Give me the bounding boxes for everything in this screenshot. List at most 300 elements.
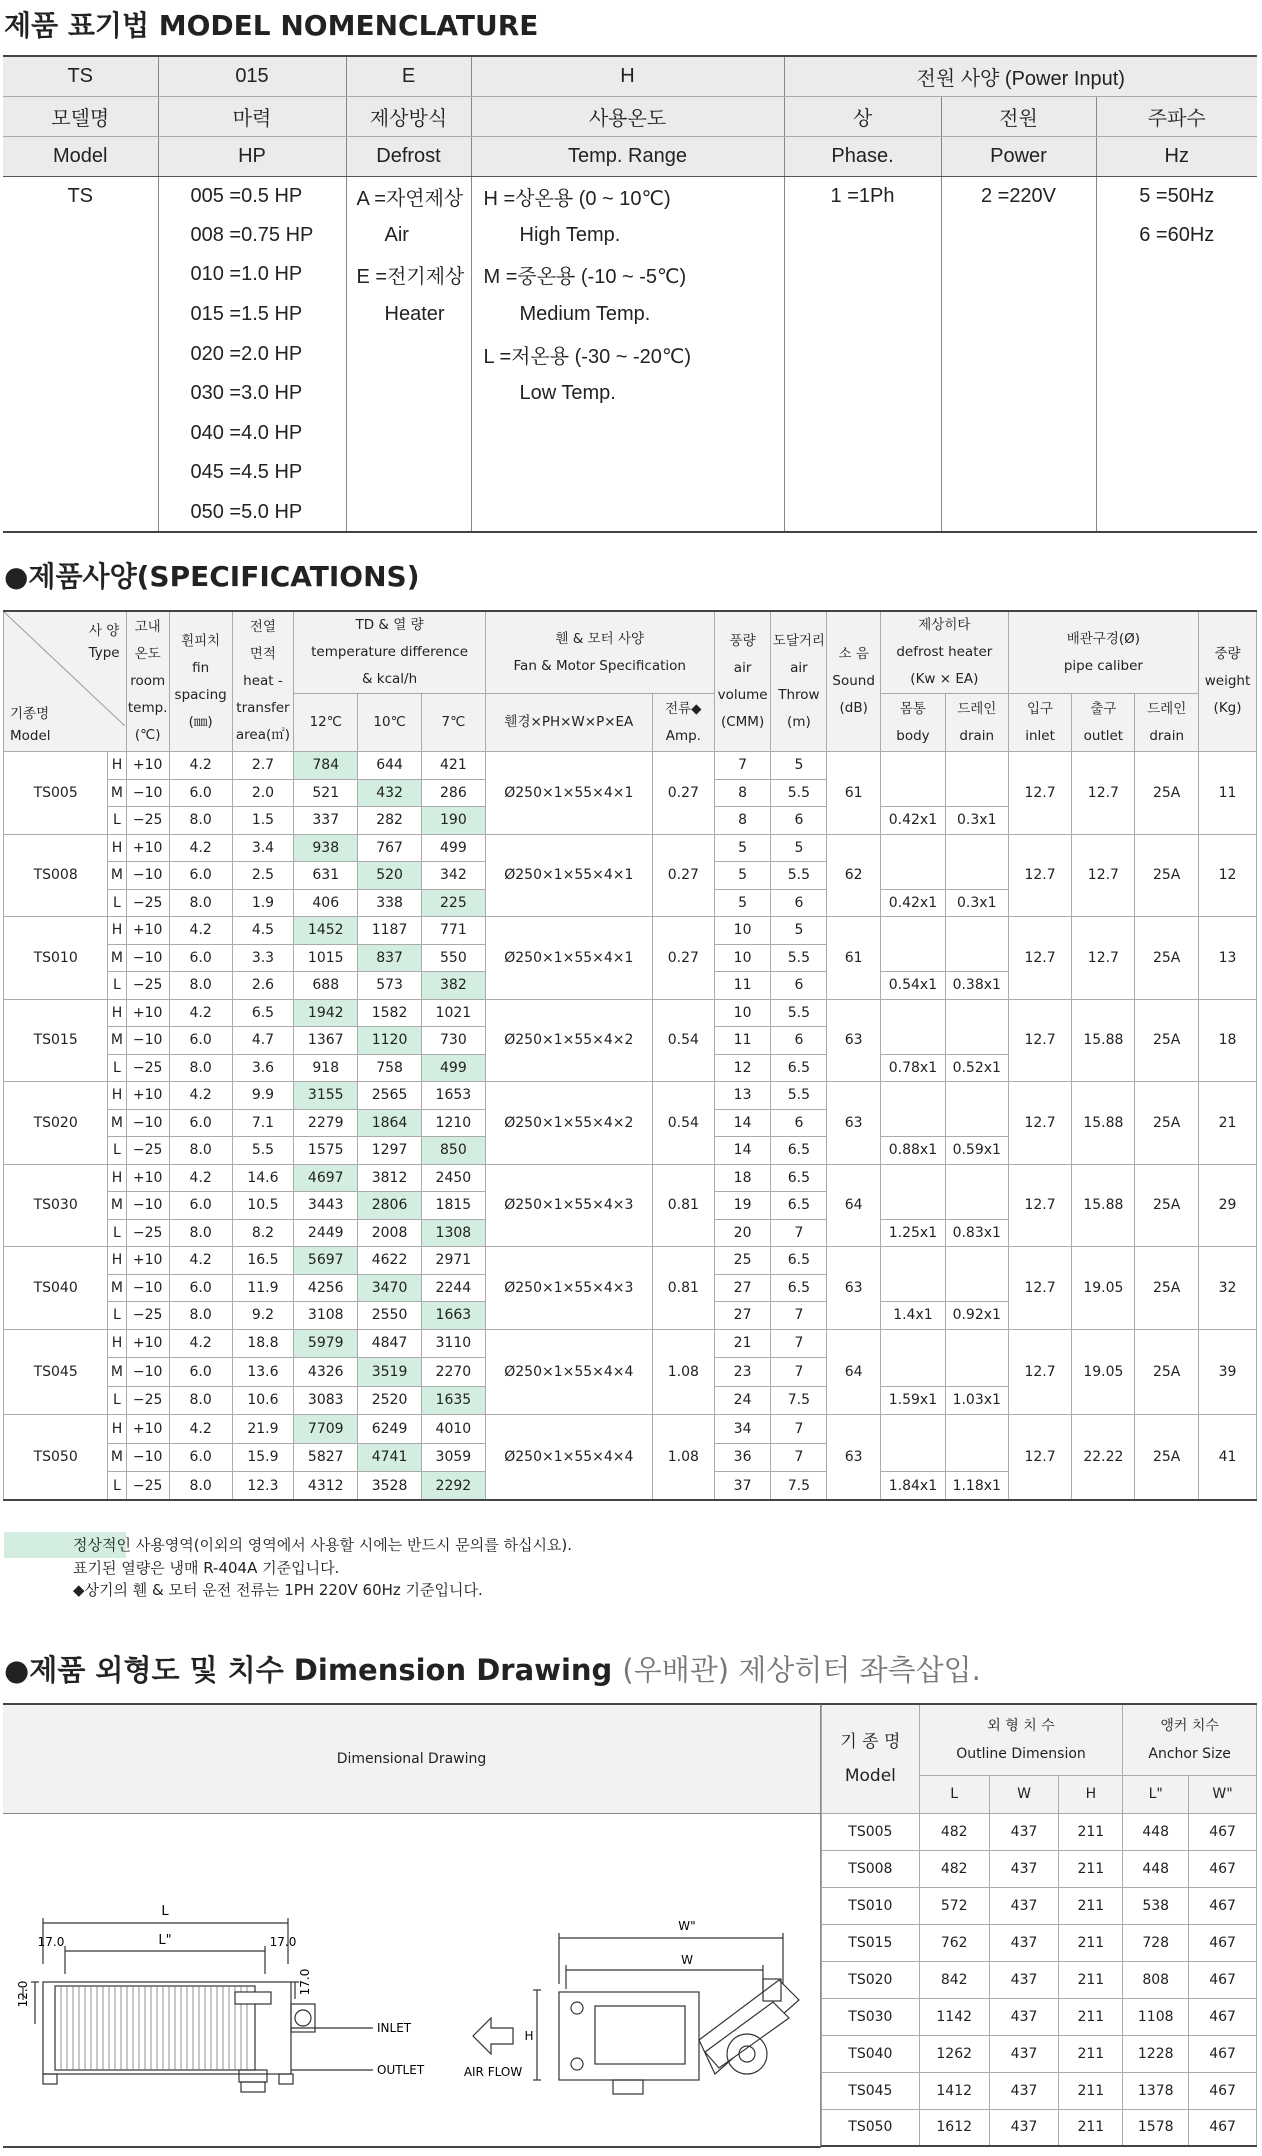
- air-throw-value: 7.5: [771, 1472, 827, 1501]
- capacity-value: 1653: [421, 1082, 485, 1110]
- capacity-value: 6249: [358, 1415, 422, 1444]
- spec-value: 18.8: [232, 1329, 294, 1358]
- fan-spec: Ø250×1×55×4×2: [485, 999, 652, 1082]
- nom-body-cell: [471, 453, 784, 493]
- dim-value: 572: [919, 1887, 989, 1924]
- spec-value: 11.9: [232, 1274, 294, 1302]
- capacity-value: 1864: [358, 1109, 422, 1137]
- spec-model-name: TS045: [4, 1329, 108, 1415]
- air-throw-value: 5.5: [771, 1082, 827, 1110]
- air-throw-value: 6.5: [771, 1054, 827, 1082]
- nom-body-cell: [784, 493, 941, 533]
- capacity-value: 7709: [294, 1415, 358, 1444]
- fan-sub-header: 전류◆ Amp.: [652, 694, 714, 752]
- dim-value: 482: [919, 1850, 989, 1887]
- spec-value: 2.6: [232, 972, 294, 1000]
- dim-value: 808: [1123, 1961, 1189, 1998]
- spec-value: M: [108, 1358, 126, 1387]
- defrost-empty: [945, 834, 1008, 889]
- nom-body-row: [3, 414, 1257, 454]
- defrost-empty: [945, 1247, 1008, 1302]
- specifications-table: [3, 610, 1257, 1501]
- capacity-value: 382: [421, 972, 485, 1000]
- nom-body-cell: [346, 493, 471, 533]
- dim-value: 211: [1059, 2072, 1123, 2109]
- dim-value: 211: [1059, 2109, 1123, 2146]
- nom-body-cell: 040 =4.0 HP: [158, 414, 346, 454]
- capacity-value: 3155: [294, 1082, 358, 1110]
- capacity-value: 1021: [421, 999, 485, 1027]
- air-throw-value: 5: [771, 834, 827, 862]
- pipe-drain-value: 25A: [1135, 917, 1199, 1000]
- dim-row: [822, 2109, 1257, 2146]
- air-throw-value: 6.5: [771, 1164, 827, 1192]
- spec-value: 6.5: [232, 999, 294, 1027]
- capacity-value: 550: [421, 944, 485, 972]
- spec-value: H: [108, 917, 126, 945]
- dim-label-17-right: 17.0: [269, 1935, 297, 1949]
- dim-value: 467: [1189, 2109, 1257, 2146]
- capacity-value: 3812: [358, 1164, 422, 1192]
- capacity-value: 938: [294, 834, 358, 862]
- airflow-label: AIR FLOW: [463, 2065, 523, 2079]
- air-throw-value: 5: [771, 917, 827, 945]
- weight-value: 39: [1199, 1329, 1257, 1415]
- dim-model-name: TS050: [822, 2109, 920, 2146]
- spec-row: [4, 999, 1257, 1027]
- nom-body-cell: [784, 334, 941, 374]
- nom-body-cell: [346, 453, 471, 493]
- capacity-value: 286: [421, 779, 485, 807]
- nom-body-row: [3, 295, 1257, 335]
- nom-header-cell: 마력: [158, 96, 346, 136]
- dim-value: 762: [919, 1924, 989, 1961]
- defrost-body-value: 0.42x1: [881, 807, 946, 835]
- sound-value: 61: [827, 917, 881, 1000]
- dimension-title-suffix: (우배관) 제상히터 좌측삽입.: [622, 1653, 981, 1687]
- defrost-drain-value: 0.3x1: [945, 807, 1008, 835]
- capacity-value: 4326: [294, 1358, 358, 1387]
- td-sub-header: 12℃: [294, 694, 358, 752]
- air-volume-value: 8: [714, 807, 771, 835]
- pipe-drain-value: 25A: [1135, 999, 1199, 1082]
- nom-body-row: [3, 493, 1257, 533]
- spec-value: H: [108, 1164, 126, 1192]
- dim-value: 467: [1189, 1924, 1257, 1961]
- pipe-outlet-value: 19.05: [1072, 1247, 1135, 1330]
- defrost-drain-value: 0.38x1: [945, 972, 1008, 1000]
- spec-value: +10: [126, 1415, 169, 1444]
- nom-body-cell: [3, 493, 158, 533]
- spec-value: −10: [126, 1109, 169, 1137]
- air-throw-value: 7: [771, 1219, 827, 1247]
- spec-value: M: [108, 779, 126, 807]
- defrost-body-value: 1.59x1: [881, 1386, 946, 1415]
- spec-value: H: [108, 1415, 126, 1444]
- nom-body-cell: H =상온용 (0 ~ 10℃): [471, 176, 784, 216]
- nom-body-cell: [3, 374, 158, 414]
- outline-dimension-header: 외 형 치 수 Outline Dimension: [919, 1704, 1123, 1775]
- defrost-body-value: 1.4x1: [881, 1302, 946, 1330]
- dim-col-header: W": [1189, 1775, 1257, 1813]
- fan-spec: Ø250×1×55×4×3: [485, 1247, 652, 1330]
- capacity-value: 2565: [358, 1082, 422, 1110]
- heat-transfer-area-header: 전열 면적 heat - transfer area(㎡): [232, 611, 294, 752]
- dimension-title: ●제품 외형도 및 치수 Dimension Drawing (우배관) 제상히터 좌측삽입.: [4, 1653, 981, 1687]
- spec-value: +10: [126, 1164, 169, 1192]
- dim-value: 467: [1189, 1813, 1257, 1850]
- air-volume-value: 14: [714, 1109, 771, 1137]
- nom-code-cell: 015: [158, 56, 346, 96]
- capacity-value: 4847: [358, 1329, 422, 1358]
- defrost-empty: [945, 999, 1008, 1054]
- capacity-value: 1452: [294, 917, 358, 945]
- amp-value: 0.27: [652, 917, 714, 1000]
- capacity-value: 2971: [421, 1247, 485, 1275]
- capacity-value: 3519: [358, 1358, 422, 1387]
- air-throw-value: 5.5: [771, 999, 827, 1027]
- nom-header-cell: Hz: [1096, 136, 1257, 176]
- dim-row: [822, 1813, 1257, 1850]
- defrost-drain-value: 0.3x1: [945, 889, 1008, 917]
- nom-body-cell: [3, 255, 158, 295]
- nom-body-cell: [3, 295, 158, 335]
- dim-value: 538: [1123, 1887, 1189, 1924]
- dim-value: 1262: [919, 2035, 989, 2072]
- air-volume-value: 37: [714, 1472, 771, 1501]
- nom-body-cell: [1096, 334, 1257, 374]
- nom-code-cell: E: [346, 56, 471, 96]
- dim-label-W: W: [681, 1953, 693, 1967]
- capacity-value: 1297: [358, 1137, 422, 1165]
- spec-model-name: TS005: [4, 752, 108, 835]
- spec-value: 4.2: [169, 834, 232, 862]
- pipe-caliber-header: 배관구경(Ø) pipe caliber: [1008, 611, 1198, 694]
- capacity-value: 2279: [294, 1109, 358, 1137]
- nom-body-cell: [784, 414, 941, 454]
- capacity-value: 4741: [358, 1443, 422, 1472]
- capacity-value: 338: [358, 889, 422, 917]
- air-volume-value: 10: [714, 917, 771, 945]
- td-sub-header: 10℃: [358, 694, 422, 752]
- defrost-drain-value: 0.83x1: [945, 1219, 1008, 1247]
- nom-header-cell: HP: [158, 136, 346, 176]
- spec-value: −25: [126, 807, 169, 835]
- defrost-empty: [881, 1329, 946, 1386]
- spec-value: 6.0: [169, 1027, 232, 1055]
- nom-body-cell: Low Temp.: [471, 374, 784, 414]
- nom-body-cell: [3, 216, 158, 256]
- spec-value: 4.5: [232, 917, 294, 945]
- defrost-body-value: 0.88x1: [881, 1137, 946, 1165]
- capacity-value: 5827: [294, 1443, 358, 1472]
- spec-value: L: [108, 1054, 126, 1082]
- spec-value: 4.2: [169, 1164, 232, 1192]
- amp-value: 1.08: [652, 1329, 714, 1415]
- nom-body-cell: Heater: [346, 295, 471, 335]
- pipe-inlet-value: 12.7: [1008, 999, 1072, 1082]
- nom-body-cell: 2 =220V: [941, 176, 1096, 216]
- air-throw-value: 7.5: [771, 1386, 827, 1415]
- spec-value: 3.4: [232, 834, 294, 862]
- spec-value: 10.6: [232, 1386, 294, 1415]
- air-throw-value: 6: [771, 889, 827, 917]
- capacity-value: 1663: [421, 1302, 485, 1330]
- spec-value: −25: [126, 889, 169, 917]
- air-throw-value: 6: [771, 1109, 827, 1137]
- air-volume-value: 8: [714, 779, 771, 807]
- air-volume-value: 11: [714, 1027, 771, 1055]
- spec-row: [4, 917, 1257, 945]
- dim-value: 1378: [1123, 2072, 1189, 2109]
- nom-body-cell: [941, 334, 1096, 374]
- dim-value: 437: [989, 1961, 1059, 1998]
- dim-value: 1412: [919, 2072, 989, 2109]
- type-model-diagonal-cell: [4, 611, 127, 752]
- capacity-value: 421: [421, 752, 485, 780]
- capacity-value: 2449: [294, 1219, 358, 1247]
- spec-value: 2.5: [232, 862, 294, 890]
- dim-row: [822, 1924, 1257, 1961]
- dim-row: [822, 1998, 1257, 2035]
- capacity-value: 4622: [358, 1247, 422, 1275]
- nom-body-cell: [1096, 374, 1257, 414]
- pipe-inlet-value: 12.7: [1008, 1082, 1072, 1165]
- spec-value: L: [108, 1219, 126, 1247]
- spec-value: L: [108, 972, 126, 1000]
- defrost-empty: [945, 1082, 1008, 1137]
- dim-value: 437: [989, 2035, 1059, 2072]
- nom-body-cell: [784, 255, 941, 295]
- capacity-value: 1120: [358, 1027, 422, 1055]
- nom-body-cell: [784, 295, 941, 335]
- capacity-value: 573: [358, 972, 422, 1000]
- dim-value: 448: [1123, 1850, 1189, 1887]
- spec-value: H: [108, 752, 126, 780]
- pipe-outlet-value: 15.88: [1072, 999, 1135, 1082]
- nom-body-cell: 020 =2.0 HP: [158, 334, 346, 374]
- nomenclature-title: 제품 표기법 MODEL NOMENCLATURE: [4, 9, 539, 42]
- defrost-empty: [881, 834, 946, 889]
- capacity-value: 5979: [294, 1329, 358, 1358]
- defrost-body-value: 0.78x1: [881, 1054, 946, 1082]
- spec-row: [4, 752, 1257, 780]
- spec-value: −10: [126, 779, 169, 807]
- sound-value: 63: [827, 1082, 881, 1165]
- nom-body-cell: 045 =4.5 HP: [158, 453, 346, 493]
- capacity-value: 688: [294, 972, 358, 1000]
- dimensional-drawing-panel: [3, 1703, 821, 2148]
- pipe-outlet-value: 19.05: [1072, 1329, 1135, 1415]
- capacity-value: 850: [421, 1137, 485, 1165]
- pipe-outlet-value: 12.7: [1072, 834, 1135, 917]
- dim-label-17-left: 17.0: [37, 1935, 65, 1949]
- dim-value: 482: [919, 1813, 989, 1850]
- spec-value: 4.2: [169, 1247, 232, 1275]
- spec-value: 4.2: [169, 1329, 232, 1358]
- capacity-value: 225: [421, 889, 485, 917]
- note-1: 정상적인 사용영역(이외의 영역에서 사용할 시에는 반드시 문의를 하십시요).: [73, 1536, 573, 1554]
- amp-value: 0.54: [652, 1082, 714, 1165]
- spec-value: 8.0: [169, 1054, 232, 1082]
- defrost-empty: [945, 917, 1008, 972]
- spec-value: 10.5: [232, 1192, 294, 1220]
- air-throw-value: 6.5: [771, 1274, 827, 1302]
- spec-value: 7.1: [232, 1109, 294, 1137]
- spec-value: 3.6: [232, 1054, 294, 1082]
- dim-label-W-anchor: W": [678, 1919, 696, 1933]
- nom-body-cell: [471, 493, 784, 533]
- note-3: ◆상기의 휀 & 모터 운전 전류는 1PH 220V 60Hz 기준입니다.: [73, 1581, 483, 1599]
- nom-body-cell: 008 =0.75 HP: [158, 216, 346, 256]
- capacity-value: 2244: [421, 1274, 485, 1302]
- pipe-drain-value: 25A: [1135, 1247, 1199, 1330]
- dim-value: 467: [1189, 1850, 1257, 1887]
- spec-model-name: TS020: [4, 1082, 108, 1165]
- weight-value: 18: [1199, 999, 1257, 1082]
- nom-body-cell: [784, 453, 941, 493]
- spec-row: [4, 834, 1257, 862]
- air-volume-value: 13: [714, 1082, 771, 1110]
- nom-body-cell: [3, 334, 158, 374]
- dim-value: 467: [1189, 1961, 1257, 1998]
- dim-model-name: TS015: [822, 1924, 920, 1961]
- dim-model-header: 기 종 명 Model: [822, 1704, 920, 1813]
- weight-value: 41: [1199, 1415, 1257, 1501]
- spec-value: M: [108, 862, 126, 890]
- spec-value: −25: [126, 1472, 169, 1501]
- dim-row: [822, 2072, 1257, 2109]
- dim-value: 467: [1189, 1887, 1257, 1924]
- spec-value: M: [108, 1192, 126, 1220]
- defrost-drain-value: 1.18x1: [945, 1472, 1008, 1501]
- amp-value: 0.54: [652, 999, 714, 1082]
- dim-model-name: TS008: [822, 1850, 920, 1887]
- defrost-empty: [945, 1329, 1008, 1386]
- nomenclature-table: [3, 55, 1257, 533]
- nom-body-cell: L =저온용 (-30 ~ -20℃): [471, 334, 784, 374]
- capacity-value: 4256: [294, 1274, 358, 1302]
- dim-value: 211: [1059, 1924, 1123, 1961]
- defrost-empty: [881, 1164, 946, 1219]
- pipe-drain-value: 25A: [1135, 834, 1199, 917]
- nom-body-cell: High Temp.: [471, 216, 784, 256]
- spec-value: 6.0: [169, 1109, 232, 1137]
- sound-value: 61: [827, 752, 881, 835]
- spec-value: H: [108, 1082, 126, 1110]
- pipe-sub-header: 출구 outlet: [1072, 694, 1135, 752]
- pipe-inlet-value: 12.7: [1008, 1164, 1072, 1247]
- spec-value: 6.0: [169, 1443, 232, 1472]
- spec-value: H: [108, 999, 126, 1027]
- air-throw-value: 6.5: [771, 1192, 827, 1220]
- spec-row: [4, 1247, 1257, 1275]
- inlet-label: INLET: [377, 2021, 412, 2035]
- nom-body-cell: [1096, 255, 1257, 295]
- air-volume-value: 5: [714, 889, 771, 917]
- spec-value: 9.9: [232, 1082, 294, 1110]
- dim-model-name: TS010: [822, 1887, 920, 1924]
- spec-value: M: [108, 1109, 126, 1137]
- dim-label-17-side: 17.0: [298, 1968, 312, 1996]
- spec-value: M: [108, 1274, 126, 1302]
- spec-value: −25: [126, 1302, 169, 1330]
- nom-body-cell: [346, 414, 471, 454]
- nom-body-cell: [471, 414, 784, 454]
- air-volume-value: 24: [714, 1386, 771, 1415]
- pipe-inlet-value: 12.7: [1008, 917, 1072, 1000]
- nom-kor-row: [3, 96, 1257, 136]
- capacity-value: 771: [421, 917, 485, 945]
- spec-model-name: TS040: [4, 1247, 108, 1330]
- spec-value: L: [108, 1472, 126, 1501]
- capacity-value: 521: [294, 779, 358, 807]
- dim-model-name: TS020: [822, 1961, 920, 1998]
- dimension-drawing: [3, 1814, 819, 2146]
- spec-value: 6.0: [169, 1358, 232, 1387]
- pipe-drain-value: 25A: [1135, 1329, 1199, 1415]
- fan-sub-header: 휀경×PH×W×P×EA: [485, 694, 652, 752]
- nom-body-row: [3, 176, 1257, 216]
- spec-value: 6.0: [169, 779, 232, 807]
- capacity-value: 432: [358, 779, 422, 807]
- outlet-label: OUTLET: [377, 2063, 425, 2077]
- pipe-inlet-value: 12.7: [1008, 1329, 1072, 1415]
- defrost-empty: [881, 917, 946, 972]
- capacity-value: 3059: [421, 1443, 485, 1472]
- nom-body-cell: E =전기제상: [346, 255, 471, 295]
- capacity-value: 3083: [294, 1386, 358, 1415]
- air-volume-value: 5: [714, 834, 771, 862]
- air-throw-value: 6.5: [771, 1137, 827, 1165]
- capacity-value: 3443: [294, 1192, 358, 1220]
- fan-motor-header: 휀 & 모터 사양 Fan & Motor Specification: [485, 611, 714, 694]
- nom-body-row: [3, 453, 1257, 493]
- dim-model-name: TS005: [822, 1813, 920, 1850]
- dim-value: 437: [989, 1887, 1059, 1924]
- air-volume-value: 27: [714, 1302, 771, 1330]
- dim-model-name: TS030: [822, 1998, 920, 2035]
- spec-value: 16.5: [232, 1247, 294, 1275]
- nom-body-cell: 5 =50Hz: [1096, 176, 1257, 216]
- spec-value: 6.0: [169, 944, 232, 972]
- defrost-empty: [881, 999, 946, 1054]
- dim-col-header: H: [1059, 1775, 1123, 1813]
- sound-value: 62: [827, 834, 881, 917]
- defrost-drain-value: 0.59x1: [945, 1137, 1008, 1165]
- defrost-empty: [881, 1247, 946, 1302]
- nom-body-cell: [941, 216, 1096, 256]
- fan-spec: Ø250×1×55×4×2: [485, 1082, 652, 1165]
- nom-body-row: [3, 374, 1257, 414]
- capacity-value: 1367: [294, 1027, 358, 1055]
- spec-value: 8.0: [169, 807, 232, 835]
- dim-col-header: L: [919, 1775, 989, 1813]
- nom-body-row: [3, 216, 1257, 256]
- amp-value: 0.27: [652, 834, 714, 917]
- spec-model-name: TS008: [4, 834, 108, 917]
- dim-label-L-anchor: L": [158, 1933, 172, 1948]
- spec-value: 12.3: [232, 1472, 294, 1501]
- capacity-value: 2450: [421, 1164, 485, 1192]
- fan-spec: Ø250×1×55×4×1: [485, 834, 652, 917]
- spec-model-name: TS010: [4, 917, 108, 1000]
- nom-body-cell: Air: [346, 216, 471, 256]
- amp-value: 1.08: [652, 1415, 714, 1501]
- dim-value: 1228: [1123, 2035, 1189, 2072]
- amp-value: 0.81: [652, 1247, 714, 1330]
- defrost-drain-value: 0.52x1: [945, 1054, 1008, 1082]
